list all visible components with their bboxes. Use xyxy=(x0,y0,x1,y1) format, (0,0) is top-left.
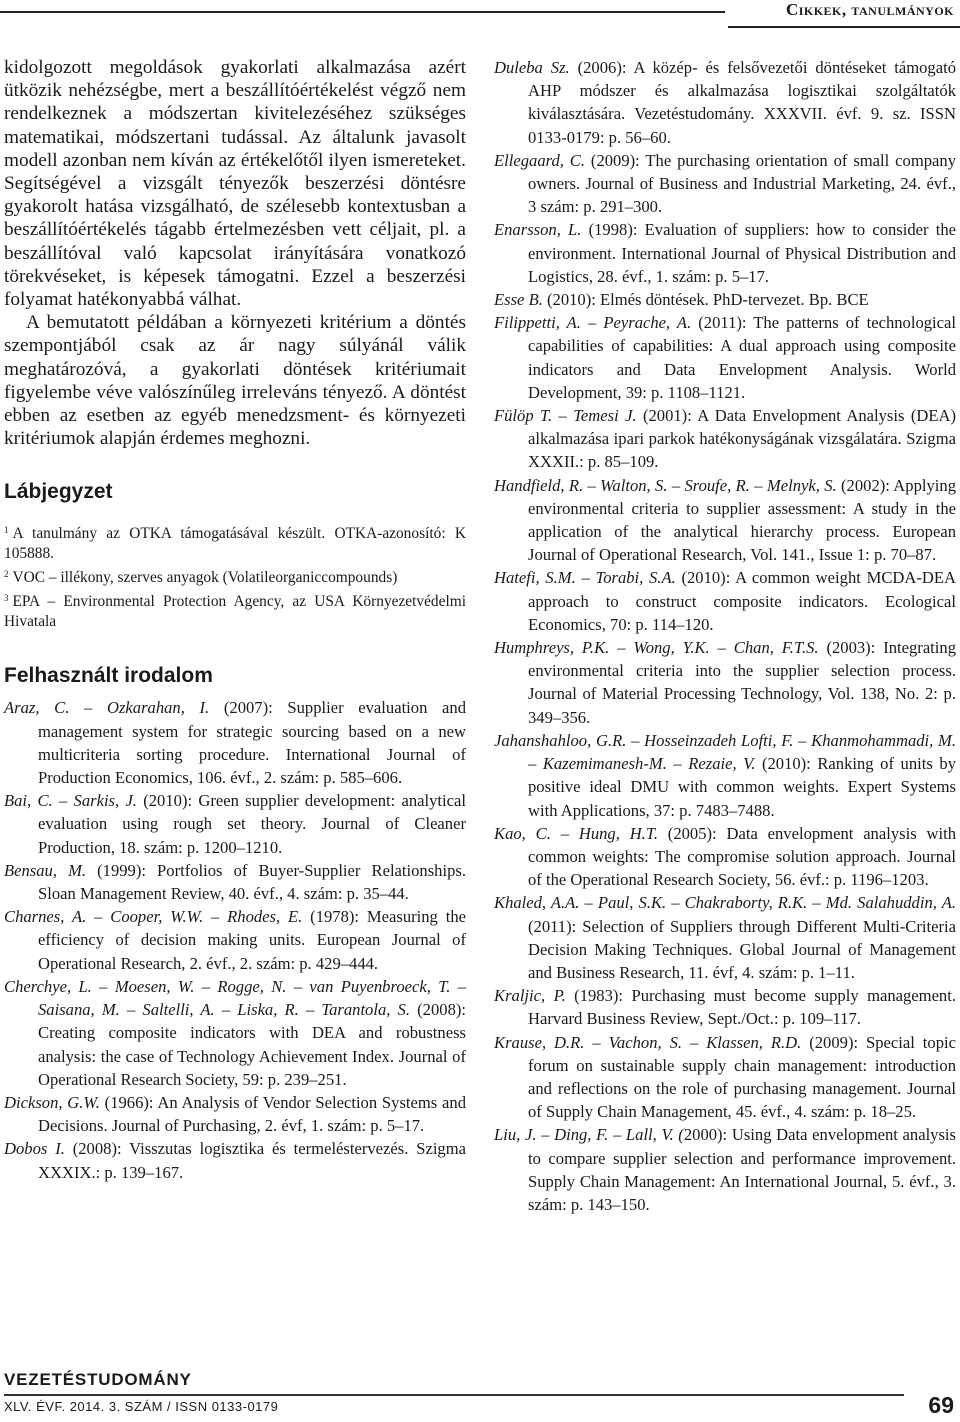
issue-info: XLV. ÉVF. 2014. 3. SZÁM / ISSN 0133-0179 xyxy=(4,1399,279,1414)
footnote-item: $^3$ EPA – Environmental Protection Agency, az USA Környezetvédelmi Hivatala xyxy=(4,593,466,631)
reference-item xyxy=(494,311,956,404)
journal-name: VEZETÉSTUDOMÁNY xyxy=(4,1370,192,1389)
reference-text: (2009): Special topic forum on sustainable supply chain management: introduction and reflections on the role of purchasing management. Journal of Supply Chain Management, 45. évf., 4. szám: p. 18–25. xyxy=(528,1032,956,1122)
reference-item xyxy=(494,891,956,984)
reference-authors: Enarsson, L. xyxy=(494,220,582,240)
reference-text: (1998): Evaluation of suppliers: how to consider the environment. International Journal of Physical Distribution and Logistics, 28. évf., 1. szám: p. 5–17. xyxy=(528,220,956,286)
reference-item xyxy=(494,474,956,567)
reference-item xyxy=(4,905,466,975)
reference-item xyxy=(494,822,956,892)
reference-authors: Jahanshahloo, G.R. – Hosseinzadeh Lofti, F. – Khanmohammadi, M. – Kazemimanesh-M. – Rezaie, V. xyxy=(494,730,956,774)
reference-authors: Handfield, R. – Walton, S. – Sroufe, R. – Melnyk, S. xyxy=(494,475,837,495)
running-header xyxy=(0,0,960,28)
reference-authors: Kao, C. – Hung, H.T. xyxy=(494,823,658,843)
reference-authors: Araz, C. – Ozkarahan, I. xyxy=(4,698,210,718)
reference-text: (2011): The patterns of technological capabilities of capabilities: A dual approach using composite indicators and Data Envelopment Analysis. World Development, 39: p. 1108–1121. xyxy=(528,313,956,402)
reference-item xyxy=(4,1137,466,1183)
footnote-item: $^1$ A tanulmány az OTKA támogatásával készült. OTKA-azonosító: K 105888. xyxy=(4,525,466,563)
header-title-underline xyxy=(728,26,960,28)
reference-item xyxy=(494,56,956,149)
reference-text: (2010): Ranking of units by positive ideal DMU with common weights. Expert Systems with Applications, 37: p. 7483–7488. xyxy=(528,754,956,820)
reference-item xyxy=(494,1031,956,1124)
reference-authors: Hatefi, S.M. – Torabi, S.A. xyxy=(494,568,676,588)
reference-text: (2005): Data envelopment analysis with common weights: The compromise solution approach. Journal of the Operational Research Society, 56. évf.: p. 1196–1203. xyxy=(528,823,956,890)
reference-authors: Liu, J. – Ding, F. – Lall, V. ( xyxy=(494,1125,684,1145)
reference-item xyxy=(494,218,956,288)
footnotes-heading: Lábjegyzet xyxy=(4,480,113,504)
reference-text: (2002): Applying environmental criteria to supplier assessment: A study in the application of the analytical hierarchy process. European Journal of Operational Research, Vol. 141., Issue 1: p. 70–87. xyxy=(528,475,956,565)
page-number: 69 xyxy=(928,1392,954,1418)
reference-item xyxy=(494,1123,956,1216)
reference-authors: Kraljic, P. xyxy=(494,986,566,1006)
reference-text: (2001): A Data Envelopment Analysis (DEA) alkalmazása ipari parkok hatékonyságának vizsgálatára. Szigma XXXII.: p. 85–109. xyxy=(528,406,956,472)
page-footer xyxy=(0,1366,960,1422)
reference-text: (1978): Measuring the efficiency of decision making units. European Journal of Operational Research, 2. évf., 2. szám: p. 429–444. xyxy=(38,907,466,973)
body-paragraph-1: kidolgozott megoldások gyakorlati alkalmazása azért ütközik nehézségbe, mert a beszállítóértékelést végző nem rendelkeznek a módszertan kivitelezéséhez szükséges matematikai, módszertani tudással. Az általunk javasolt modell azonban nem kíván az értékelőtől ilyen ismereteket. Segítségével a vizsgált tényezők beszerzési döntésre gyakorolt hatása vizsgálható, de szélesebb kontextusban a beszállítóértékelés tágabb értelmezésben vett céljait, pl. a beszállítóval való kapcsolat irányítására vonatkozó törekvéseket, is képesek támogatni. Ezzel a beszerzési folyamat hatékonyabbá válhat. xyxy=(4,57,466,311)
reference-item xyxy=(494,149,956,219)
section-title: Cikkek, tanulmányok xyxy=(785,0,954,19)
footnote-item: $^2$ VOC – illékony, szerves anyagok (Volatileorganiccompounds) xyxy=(4,569,398,587)
reference-item xyxy=(4,696,466,789)
reference-authors: Duleba Sz. xyxy=(494,58,570,77)
reference-item xyxy=(494,984,956,1030)
reference-item xyxy=(4,789,466,859)
header-rule xyxy=(0,11,725,13)
reference-text: (2009): The purchasing orientation of small company owners. Journal of Business and Industrial Marketing, 24. évf., 3 szám: p. 291–300. xyxy=(528,150,956,217)
reference-authors: Filippetti, A. – Peyrache, A. xyxy=(494,313,692,333)
reference-item xyxy=(4,975,466,1091)
reference-text: (2010): Green supplier development: analytical evaluation using rough set theory. Journal of Cleaner Production, 18. szám: p. 1200–1210. xyxy=(38,791,466,857)
reference-authors: Esse B. xyxy=(494,290,543,310)
references-heading: Felhasznált irodalom xyxy=(4,664,213,688)
left-column xyxy=(4,56,466,1184)
reference-item xyxy=(494,288,956,311)
reference-text: (2007): Supplier evaluation and management system for strategic sourcing based on a new multicriteria sorting procedure. International Journal of Production Economics, 106. évf., 2. szám: p. 585–606. xyxy=(38,698,466,788)
reference-text: (1999): Portfolios of Buyer-Supplier Relationships. Sloan Management Review, 40. évf., 4. szám: p. 35–44. xyxy=(38,860,466,904)
reference-authors: Humphreys, P.K. – Wong, Y.K. – Chan, F.T.S. xyxy=(494,638,819,658)
reference-authors: Khaled, A.A. – Paul, S.K. – Chakraborty, R.K. – Md. Salahuddin, A. xyxy=(494,893,956,913)
reference-text: (1983): Purchasing must become supply management. Harvard Business Review, Sept./Oct.: p. 109–117. xyxy=(528,986,956,1029)
body-paragraph-2: A bemutatott példában a környezeti kritérium a döntés szempontjából csak az ár nagy súlyánál válik meghatározóvá, a gyakorlati döntések kritériumait figyelembe véve valószínűleg irreleváns tényező. A döntést ebben az esetben az egyéb menedzsment- és környezeti kritériumok alapján érdemes meghozni. xyxy=(4,312,466,450)
reference-authors: Krause, D.R. – Vachon, S. – Klassen, R.D. xyxy=(494,1032,802,1052)
reference-text: (2011): Selection of Suppliers through Different Multi-Criteria Decision Making Techniques. Global Journal of Management and Business Research, 11. évf, 4. szám: p. 1–11. xyxy=(528,916,956,982)
reference-item xyxy=(4,859,466,905)
reference-authors: Dickson, G.W. xyxy=(4,1092,100,1112)
reference-text: (1966): An Analysis of Vendor Selection Systems and Decisions. Journal of Purchasing, 2. évf, 1. szám: p. 5–17. xyxy=(38,1092,466,1136)
reference-text: (2008): Visszutas logisztika és termeléstervezés. Szigma XXXIX.: p. 139–167. xyxy=(38,1139,467,1182)
references-list-left xyxy=(4,696,466,1183)
reference-authors: Fülöp T. – Temesi J. xyxy=(494,406,637,426)
reference-authors: Bensau, M. xyxy=(4,860,87,880)
reference-authors: Ellegaard, C. xyxy=(494,150,586,170)
reference-authors: Bai, C. – Sarkis, J. xyxy=(4,791,137,811)
reference-text: (2006): A közép- és felsővezetői döntéseket támogató AHP módszer és alkalmazása logisztikai szolgáltatók kiválasztására. Vezetéstudomány. XXXVII. évf. 9. sz. ISSN 0133-0179: p. 56–60. xyxy=(528,58,956,147)
reference-item xyxy=(494,729,956,822)
footnotes-list xyxy=(4,520,466,632)
reference-item xyxy=(4,1091,466,1137)
reference-authors: Charnes, A. – Cooper, W.W. – Rhodes, E. xyxy=(4,907,303,927)
reference-authors: Cherchye, L. – Moesen, W. – Rogge, N. – van Puyenbroeck, T. – Saisana, M. – Saltelli, A. – Liska, R. – Tarantola, S. xyxy=(4,976,466,1020)
reference-text: (2010): A common weight MCDA-DEA approach to construct composite indicators. Ecological Economics, 70: p. 114–120. xyxy=(528,568,956,634)
reference-text: 2000): Using Data envelopment analysis to compare supplier selection and performance improvement. Supply Chain Management: An International Journal, 5. évf., 3. szám: p. 143–150. xyxy=(528,1125,957,1214)
reference-text: (2003): Integrating environmental criteria into the supplier selection process. Journal of Material Processing Technology, Vol. 138, No. 2: p. 349–356. xyxy=(528,638,956,727)
right-column xyxy=(494,56,956,1216)
reference-item xyxy=(494,404,956,474)
reference-text: (2008): Creating composite indicators with DEA and robustness analysis: the case of Technology Achievement Index. Journal of Operational Research Society, 59: p. 239–251. xyxy=(38,1000,467,1089)
reference-item xyxy=(494,566,956,636)
references-list-right xyxy=(494,56,956,1216)
reference-item xyxy=(494,636,956,729)
footer-rule xyxy=(4,1394,904,1396)
reference-authors: Dobos I. xyxy=(4,1139,65,1159)
reference-text: (2010): Elmés döntések. PhD-tervezet. Bp. BCE xyxy=(542,290,869,310)
